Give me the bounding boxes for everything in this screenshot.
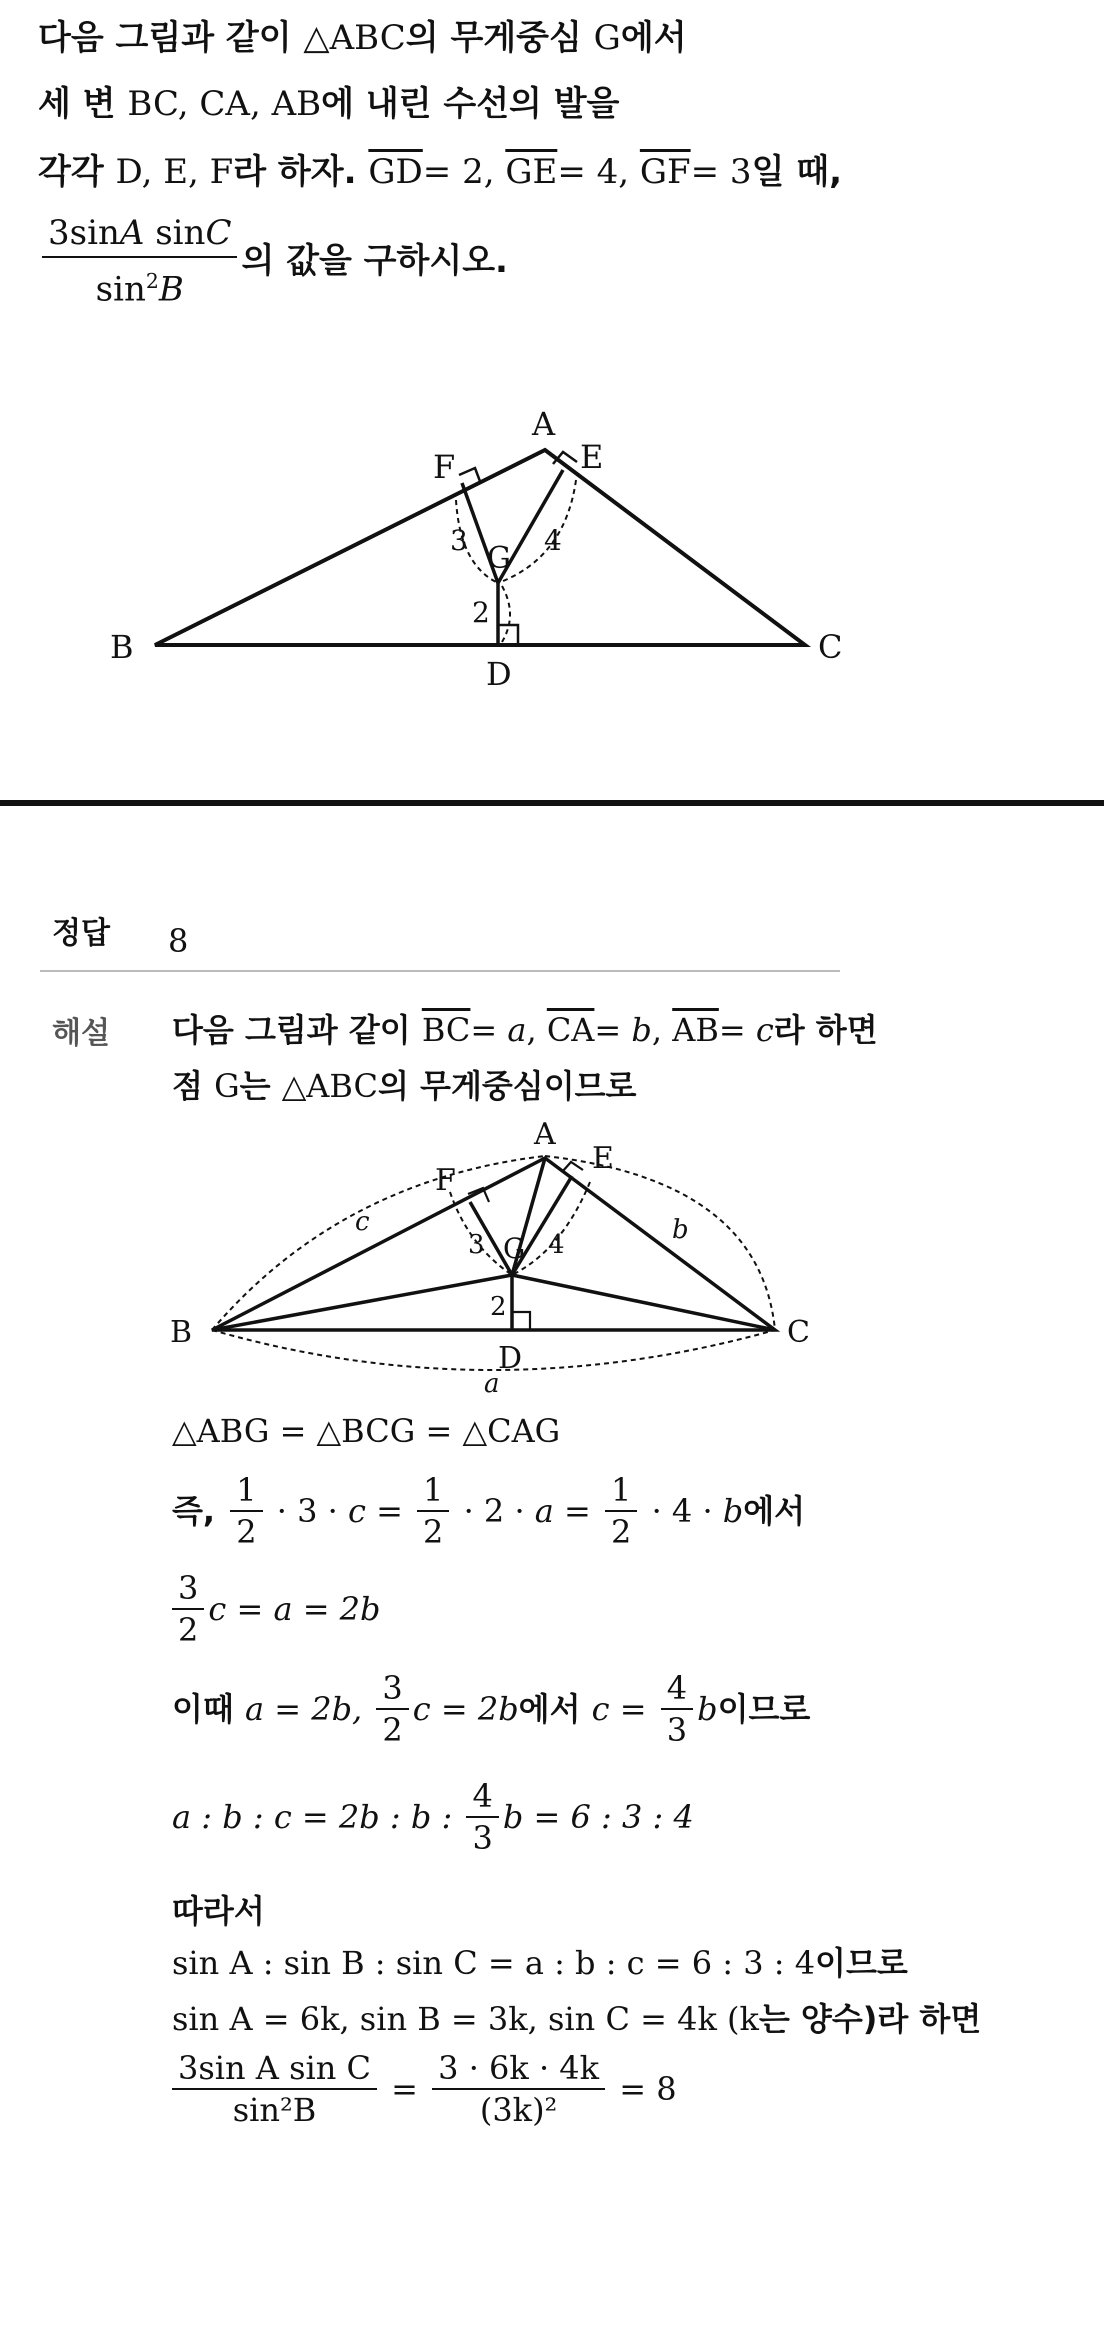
label-f: F [435, 1163, 456, 1198]
label-e: E [580, 438, 604, 476]
side-label-b: b [672, 1215, 689, 1245]
sides: BC, CA, AB [127, 84, 322, 124]
equation-final: $\frac{\text{3sin A sin C}}{\text{sin²B}}$ = $\frac{3 \cdot 6k \cdot 4k}{\text{(3k)²}}$ = 8 [172, 2050, 677, 2128]
answer-rule [40, 970, 840, 972]
answer-value: 8 [168, 922, 189, 960]
equation-relation: $\frac{3}{2}$ c = a = 2b [172, 1570, 381, 1648]
text: 에서 [620, 18, 687, 58]
solution-label: 해설 [52, 1016, 110, 1051]
right-angle-e [562, 1162, 583, 1172]
arc-side-a [212, 1330, 775, 1370]
segment-gd: $\overline{GD}$ [368, 152, 423, 192]
label-b: B [110, 628, 134, 666]
side-label-a: a [484, 1369, 500, 1399]
problem-line-3 [38, 150, 842, 194]
text: 에 내린 수선의 발을 [321, 84, 620, 124]
equation-area-equal: △ABG = △BCG = △CAG [172, 1412, 561, 1450]
label-g: G [503, 1232, 526, 1265]
length-4: 4 [548, 1230, 565, 1260]
text: 세 변 [38, 84, 128, 124]
side-label-c: c [355, 1207, 370, 1237]
problem-line-1 [38, 16, 687, 60]
segment-ge: $\overline{GE}$ [505, 152, 558, 192]
length-3: 3 [450, 524, 468, 557]
length-2: 2 [490, 1292, 507, 1322]
section-divider [0, 800, 1104, 806]
solution-line-2: 점 G는 △ABC의 무게중심이므로 [172, 1067, 637, 1105]
problem-line-2 [38, 82, 619, 126]
equation-area-values: 즉, $\frac{1}{2}$ · 3 · c = $\frac{1}{2}$ · 2 · a = $\frac{1}{2}$ · 4 · b에서 [172, 1471, 806, 1551]
equation-sine-ratio: sin A : sin B : sin C = a : b : c = 6 : 3 : 4이므로 [172, 1944, 908, 1982]
label-a: A [534, 1120, 556, 1152]
length-4: 4 [544, 524, 562, 557]
label-c: C [818, 628, 843, 666]
right-angle-d [512, 1312, 530, 1330]
equation-sine-values: sin A = 6k, sin B = 3k, sin C = 4k (k는 양수)라 하면 [172, 2000, 982, 2038]
label-f: F [433, 448, 456, 486]
label-g: G [487, 541, 511, 576]
feet-points: D, E, F [115, 152, 234, 192]
text: 일 때, [751, 152, 843, 192]
problem-fraction-line [42, 212, 508, 310]
value-gd: = 2, [422, 152, 506, 192]
fraction-denominator: $\sin^2B$ [95, 269, 184, 310]
value-ge: = 4, [557, 152, 640, 192]
text: 각각 [38, 152, 116, 192]
figure-triangle-1 [0, 390, 1104, 710]
label-c: C [787, 1315, 810, 1350]
equation-substitution: 이때 a = 2b, $\frac{3}{2}$ c = 2b에서 c = $\frac{4}{3}$ b이므로 [172, 1669, 811, 1749]
figure-triangle-2 [0, 1120, 1104, 1420]
point-g: G [593, 18, 621, 58]
text: 다음 그림과 같이 [38, 18, 304, 58]
label-d: D [498, 1341, 523, 1376]
fraction-numerator: 3sinA sinC [42, 212, 237, 258]
right-angle-e [553, 452, 577, 464]
length-2: 2 [472, 596, 490, 629]
answer-label: 정답 [52, 916, 110, 951]
text-therefore: 따라서 [172, 1892, 265, 1930]
label-d: D [486, 655, 512, 693]
equation-ratio: a : b : c = 2b : b : $\frac{4}{3}$ b = 6 : 3 : 4 [172, 1777, 694, 1857]
right-angle-d [498, 625, 518, 645]
segment-gf: $\overline{GF}$ [639, 152, 691, 192]
text: 의 값을 구하시오. [241, 241, 508, 282]
target-fraction [42, 212, 237, 310]
label-e: E [592, 1141, 614, 1176]
text: 라 하자. [233, 152, 369, 192]
label-b: B [170, 1315, 193, 1350]
arc-gd [502, 586, 510, 642]
triangle-abc: △ABC [303, 18, 406, 58]
label-a: A [532, 405, 556, 443]
value-gf: = 3 [690, 152, 752, 192]
text: 의 무게중심 [405, 18, 594, 58]
solution-line-1: 다음 그림과 같이 $\overline{BC}= a$, $\overline{CA}= b$, $\overline{AB}= c$라 하면 [172, 1011, 878, 1049]
length-3: 3 [468, 1230, 485, 1260]
